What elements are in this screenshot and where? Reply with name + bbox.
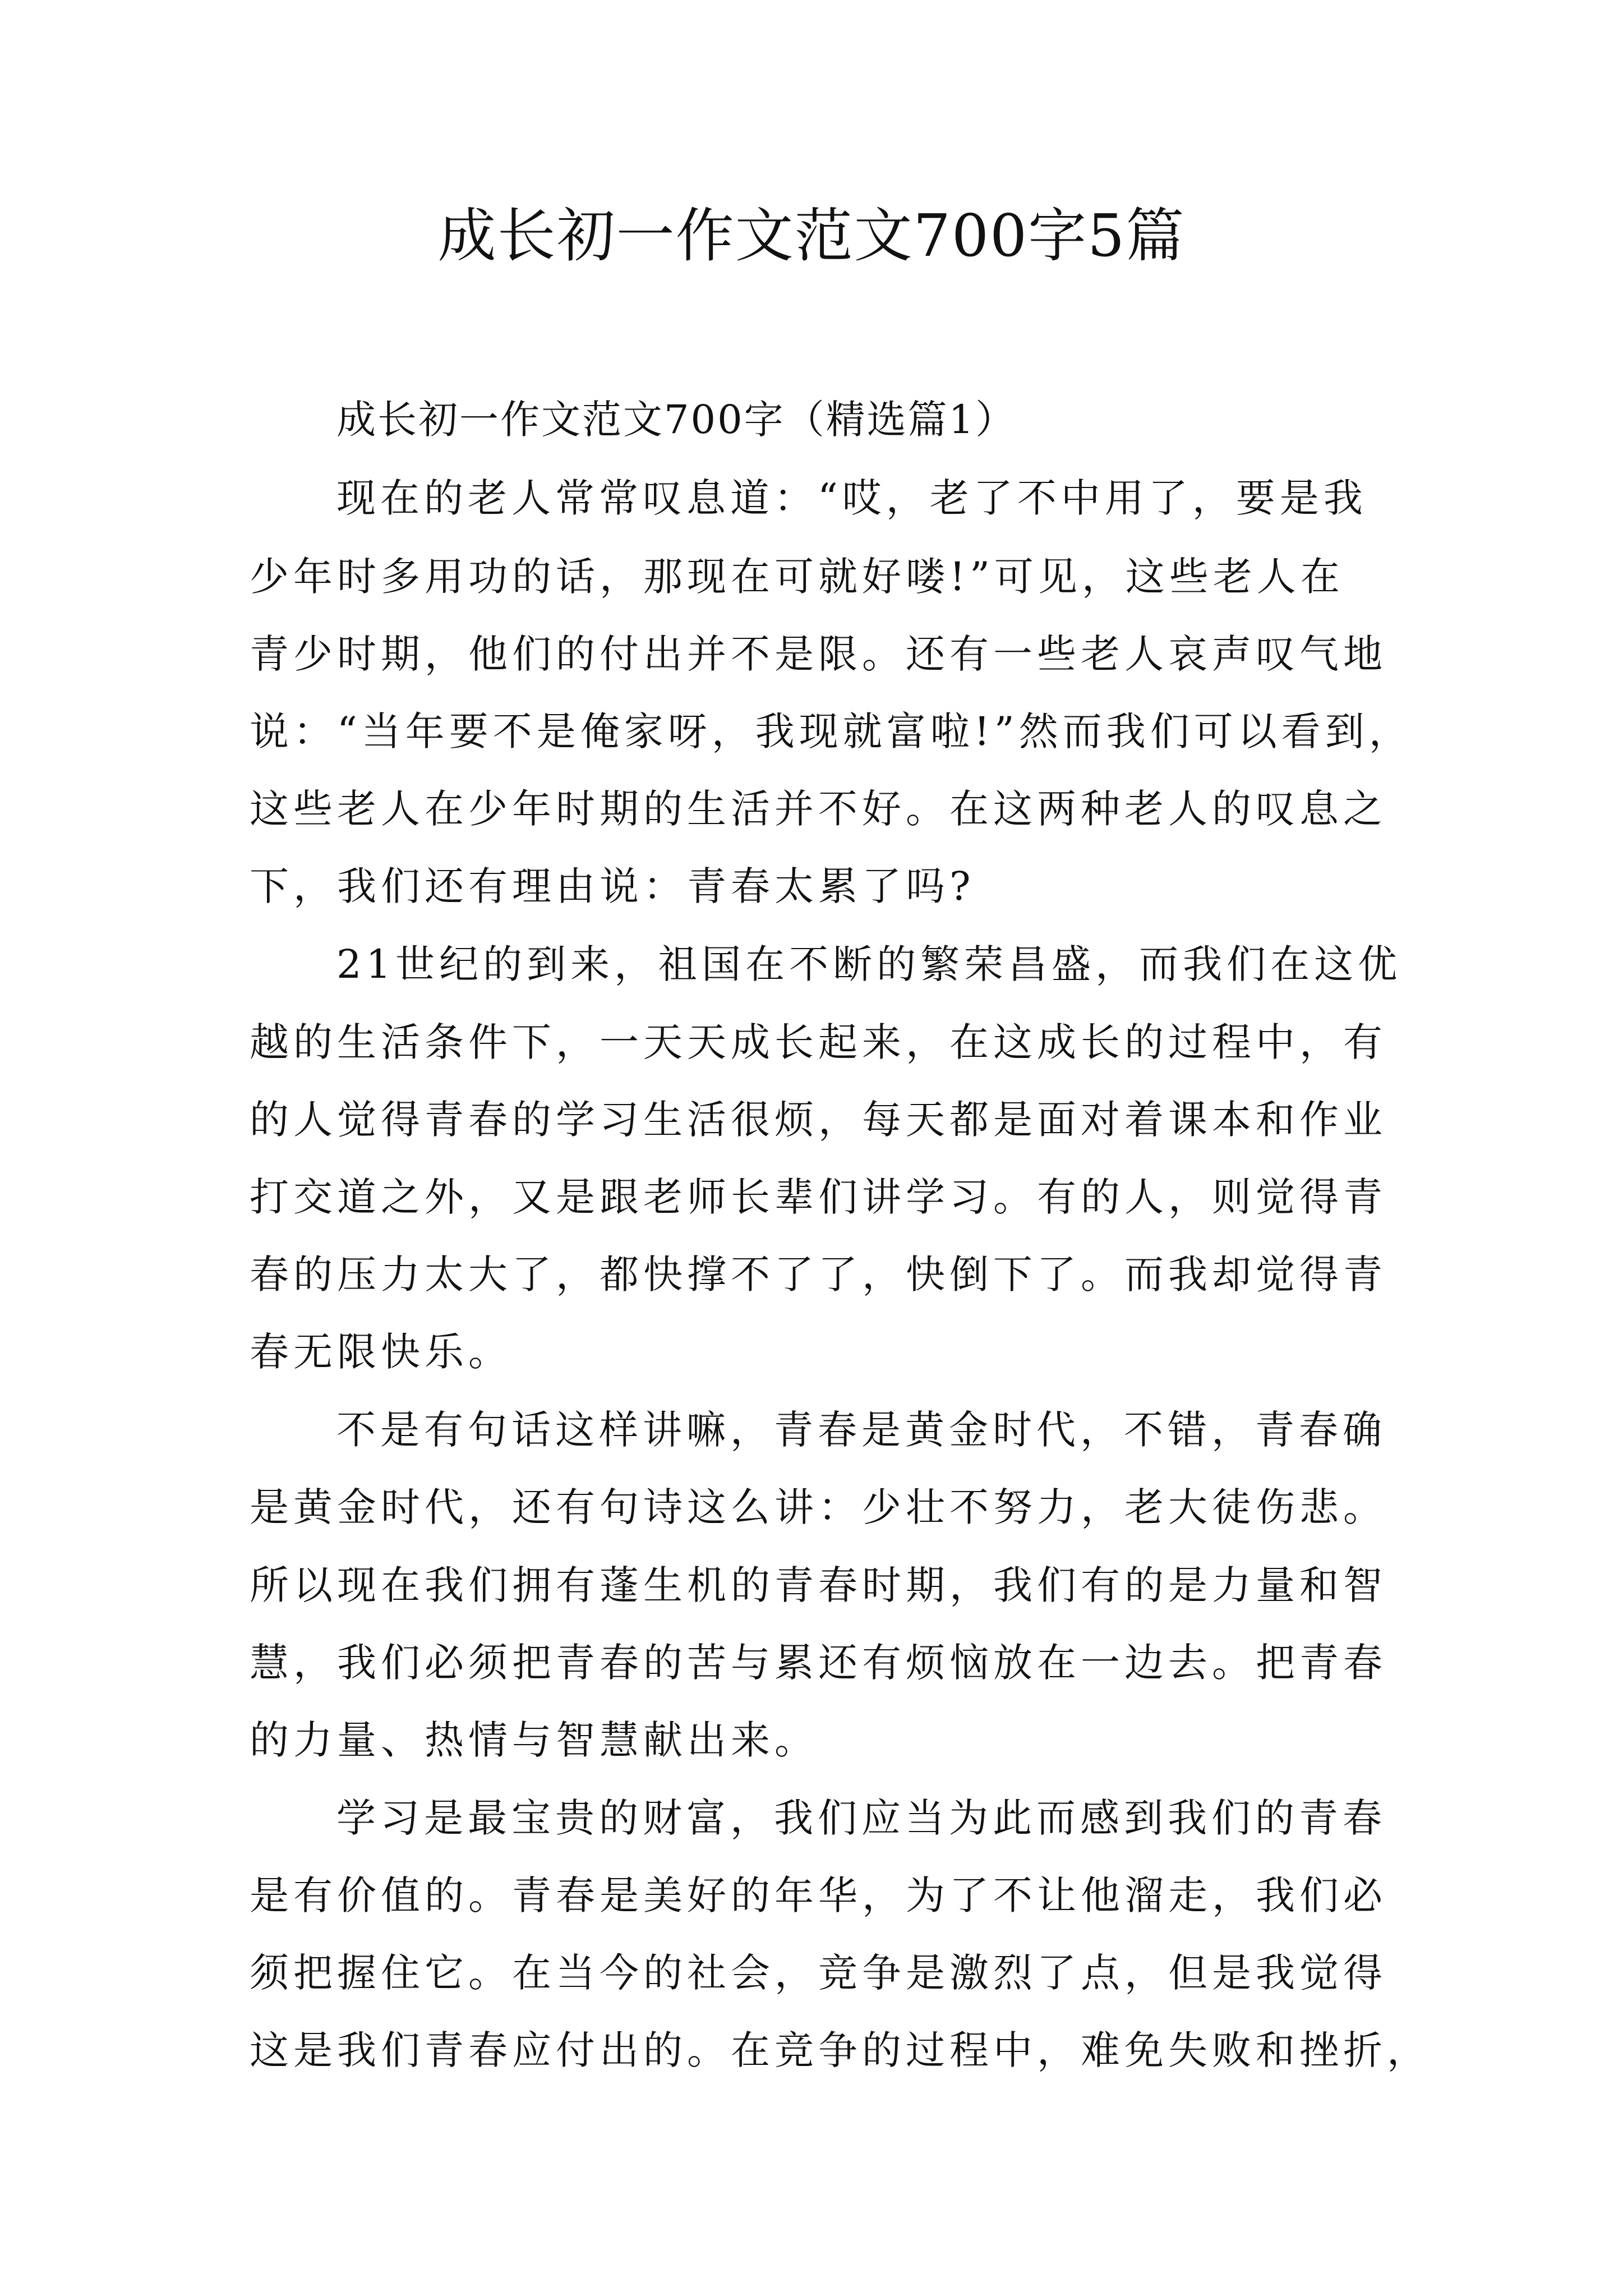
paragraph-2-line-5: 春的压力太大了，都快撑不了了，快倒下了。而我却觉得青	[250, 1251, 1387, 1297]
paragraph-2-line-6: 春无限快乐。	[250, 1329, 512, 1375]
paragraph-4-line-3: 须把握住它。在当今的社会，竞争是激烈了点，但是我觉得	[250, 1950, 1387, 1996]
paragraph-1-line-2: 少年时多用功的话，那现在可就好喽!”可见，这些老人在	[250, 554, 1344, 600]
paragraph-3-line-5: 的力量、热情与智慧献出来。	[250, 1717, 818, 1763]
paragraph-3-line-1: 不是有句话这样讲嘛，青春是黄金时代，不错，青春确	[336, 1407, 1386, 1453]
paragraph-1-line-3: 青少时期，他们的付出并不是限。还有一些老人哀声叹气地	[250, 631, 1387, 677]
document-title: 成长初一作文范文700字5篇	[437, 201, 1186, 270]
paragraph-2-line-3: 的人觉得青春的学习生活很烦，每天都是面对着课本和作业	[250, 1097, 1387, 1143]
paragraph-1-line-1: 现在的老人常常叹息道：“哎，老了不中用了，要是我	[336, 475, 1367, 521]
paragraph-2-line-2: 越的生活条件下，一天天成长起来，在这成长的过程中，有	[250, 1019, 1387, 1065]
paragraph-4-line-4: 这是我们青春应付出的。在竞争的过程中，难免失败和挫折，	[250, 2027, 1431, 2073]
paragraph-1-line-4: 说：“当年要不是俺家呀，我现就富啦!”然而我们可以看到，	[250, 708, 1413, 754]
paragraph-4-line-1: 学习是最宝贵的财富，我们应当为此而感到我们的青春	[336, 1795, 1386, 1841]
section-heading: 成长初一作文范文700字（精选篇1）	[336, 397, 1017, 443]
paragraph-2-line-1: 21世纪的到来，祖国在不断的繁荣昌盛，而我们在这优	[336, 941, 1402, 987]
paragraph-3-line-4: 慧，我们必须把青春的苦与累还有烦恼放在一边去。把青春	[250, 1640, 1387, 1686]
paragraph-1-line-5: 这些老人在少年时期的生活并不好。在这两种老人的叹息之	[250, 786, 1387, 832]
paragraph-2-line-4: 打交道之外，又是跟老师长辈们讲学习。有的人，则觉得青	[250, 1174, 1387, 1220]
paragraph-4-line-2: 是有价值的。青春是美好的年华，为了不让他溜走，我们必	[250, 1872, 1387, 1918]
paragraph-1-line-6: 下，我们还有理由说：青春太累了吗?	[250, 863, 975, 909]
paragraph-3-line-2: 是黄金时代，还有句诗这么讲：少壮不努力，老大徒伤悲。	[250, 1484, 1387, 1530]
paragraph-3-line-3: 所以现在我们拥有蓬生机的青春时期，我们有的是力量和智	[250, 1562, 1387, 1608]
